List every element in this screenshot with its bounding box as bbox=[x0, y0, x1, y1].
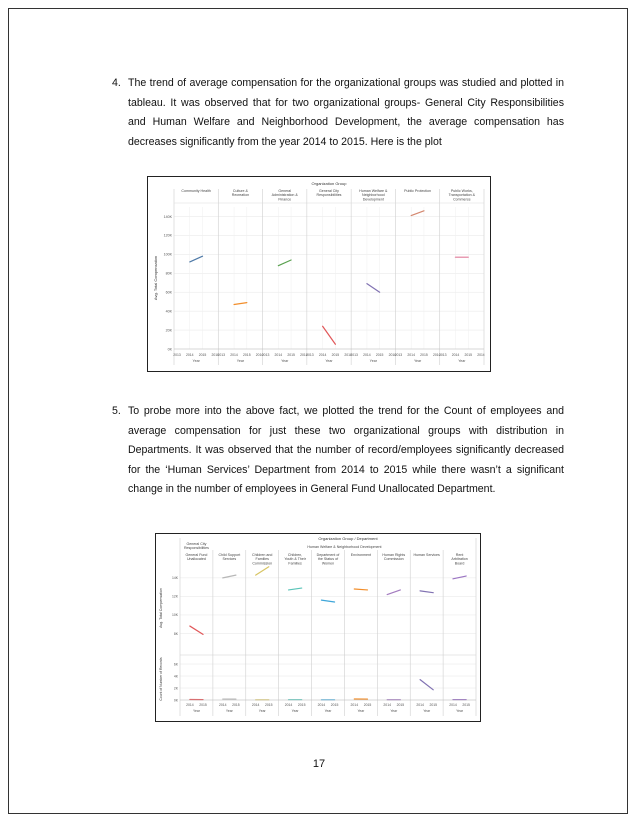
x-tick-label: 2015 bbox=[396, 703, 405, 707]
y-tick-label: 120K bbox=[163, 233, 172, 238]
y-tick-label: 0K bbox=[173, 698, 178, 703]
figure-compensation-by-group bbox=[147, 176, 491, 372]
y-axis-label-top: Avg. Total Compensation bbox=[159, 588, 163, 628]
x-axis-label: Year bbox=[192, 359, 200, 363]
x-tick-label: 2013 bbox=[306, 353, 314, 357]
panel-header: General Fund Unallocated bbox=[185, 553, 208, 562]
x-tick-label: 2013 bbox=[173, 353, 181, 357]
series-line-avg-compensation bbox=[190, 626, 203, 634]
series-line-record-count bbox=[420, 680, 433, 690]
x-tick-label: 2016 bbox=[344, 353, 352, 357]
y-tick-label: 14K bbox=[171, 576, 178, 581]
x-tick-label: 2015 bbox=[199, 703, 207, 707]
y-tick-label: 12K bbox=[171, 594, 178, 599]
x-tick-label: 2013 bbox=[217, 353, 226, 357]
x-tick-label: 2015 bbox=[331, 353, 340, 357]
x-axis-label: Year bbox=[456, 709, 463, 713]
x-axis-label: Year bbox=[225, 709, 233, 713]
series-line bbox=[278, 260, 291, 266]
panel-header: Children and Families Commission bbox=[252, 553, 273, 566]
series-line-avg-compensation bbox=[321, 600, 334, 602]
x-axis-label: Year bbox=[369, 359, 377, 363]
x-axis-label: Year bbox=[258, 709, 266, 713]
panel-header: Community Health bbox=[181, 189, 211, 193]
group-label: Human Welfare & Neighborhood Development bbox=[307, 545, 382, 549]
x-tick-label: 2014 bbox=[284, 703, 293, 707]
x-tick-label: 2014 bbox=[251, 703, 260, 707]
x-tick-label: 2014 bbox=[218, 703, 227, 707]
series-line-avg-compensation bbox=[420, 591, 433, 593]
x-tick-label: 2014 bbox=[350, 703, 359, 707]
paragraph-text: The trend of average compensation for the organizational groups was studied and plotted in tableau. It was observed that for two organizational groups- General City Responsibilities and Human Welfare and Neighborhood Development, the average compensation has decreases significantly from the year 2014 to 2015. Here is the plot bbox=[128, 77, 564, 148]
x-axis-label: Year bbox=[423, 709, 431, 713]
panel-header: Children, Youth & Their Families bbox=[284, 553, 306, 566]
x-tick-label: 2014 bbox=[274, 353, 283, 357]
y-tick-label: 4K bbox=[173, 674, 178, 679]
group-label: General City Responsibilities bbox=[183, 542, 209, 551]
x-tick-label: 2013 bbox=[394, 353, 403, 357]
chart-title: Organization Group / Department bbox=[318, 536, 378, 541]
x-tick-label: 2015 bbox=[420, 353, 428, 357]
x-tick-label: 2016 bbox=[211, 353, 220, 357]
series-line-avg-compensation bbox=[289, 588, 302, 590]
x-tick-label: 2016 bbox=[432, 353, 441, 357]
x-tick-label: 2016 bbox=[255, 353, 264, 357]
x-tick-label: 2014 bbox=[451, 353, 460, 357]
x-tick-label: 2016 bbox=[300, 353, 308, 357]
x-tick-label: 2013 bbox=[350, 353, 358, 357]
x-tick-label: 2016 bbox=[388, 353, 397, 357]
figure-compensation-by-department bbox=[155, 533, 481, 722]
paragraph-5 bbox=[112, 402, 564, 500]
x-tick-label: 2015 bbox=[265, 703, 273, 707]
x-tick-label: 2014 bbox=[416, 703, 424, 707]
y-tick-label: 60K bbox=[165, 290, 172, 295]
list-number: 5. bbox=[112, 405, 121, 417]
series-line-avg-compensation bbox=[387, 590, 400, 595]
page-number: 17 bbox=[312, 758, 326, 770]
x-tick-label: 2014 bbox=[317, 703, 326, 707]
panel-header: General City Responsibilities bbox=[316, 189, 342, 198]
x-axis-label: Year bbox=[325, 359, 333, 363]
paragraph-text: To probe more into the above fact, we plotted the trend for the Count of employees and average compensation for just these two organizational groups with distribution in Departments. It was observed that the number of record/employees significantly decreased for the ‘Human Services’ Department from 2014 to 2015 while there wasn’t a significant change in the number of employees in General Fund Unallocated Department. bbox=[128, 405, 564, 495]
x-axis-label: Year bbox=[281, 359, 289, 363]
x-axis-label: Year bbox=[236, 359, 245, 363]
x-axis-label: Year bbox=[390, 709, 398, 713]
x-axis-label: Year bbox=[357, 709, 365, 713]
series-line bbox=[411, 211, 424, 216]
series-line-avg-compensation bbox=[223, 575, 236, 578]
y-tick-label: 8K bbox=[173, 631, 178, 636]
paragraph-4 bbox=[112, 74, 564, 152]
y-tick-label: 80K bbox=[165, 271, 172, 276]
y-tick-label: 100K bbox=[163, 252, 172, 257]
x-tick-label: 2014 bbox=[318, 353, 327, 357]
series-line bbox=[234, 303, 247, 305]
y-tick-label: 40K bbox=[165, 309, 172, 314]
y-tick-label: 140K bbox=[163, 214, 172, 219]
series-line-avg-compensation bbox=[453, 576, 466, 579]
x-tick-label: 2015 bbox=[297, 703, 306, 707]
x-tick-label: 2014 bbox=[185, 353, 194, 357]
panel-header: Child Support Services bbox=[218, 553, 241, 562]
y-tick-label: 20K bbox=[165, 328, 172, 333]
panel-header: Culture & Recreation bbox=[231, 189, 250, 198]
y-tick-label: 0K bbox=[167, 347, 172, 352]
series-line bbox=[190, 256, 203, 262]
list-number: 4. bbox=[112, 77, 121, 89]
x-tick-label: 2013 bbox=[438, 353, 447, 357]
x-tick-label: 2015 bbox=[243, 353, 251, 357]
panel-header: Public Protection bbox=[404, 189, 432, 193]
panel-header: Human Rights Commission bbox=[382, 553, 406, 562]
chart-svg bbox=[148, 177, 490, 371]
panel-header: Human Welfare & Neighborhood Development bbox=[359, 189, 388, 202]
chart-title: Organization Group bbox=[311, 181, 347, 186]
x-tick-label: 2015 bbox=[363, 703, 372, 707]
x-tick-label: 2015 bbox=[287, 353, 295, 357]
series-line-avg-compensation bbox=[354, 589, 367, 590]
x-tick-label: 2015 bbox=[462, 703, 470, 707]
panel-header: Department of the Status of Women bbox=[316, 553, 340, 566]
panel-header: Public Works, Transportation & Commerce bbox=[448, 189, 476, 202]
x-tick-label: 2015 bbox=[429, 703, 438, 707]
x-tick-label: 2015 bbox=[232, 703, 240, 707]
y-tick-label: 2K bbox=[173, 686, 178, 691]
x-tick-label: 2014 bbox=[363, 353, 371, 357]
x-tick-label: 2014 bbox=[449, 703, 457, 707]
x-tick-label: 2015 bbox=[375, 353, 384, 357]
panel-header: Rent Arbitration Board bbox=[451, 553, 468, 566]
y-axis-label-bottom: Count of Number of Records bbox=[159, 657, 163, 701]
x-axis-label: Year bbox=[193, 709, 200, 713]
x-axis-label: Year bbox=[413, 359, 422, 363]
x-axis-label: Year bbox=[458, 359, 466, 363]
x-axis-label: Year bbox=[324, 709, 332, 713]
panel-header: Environment bbox=[350, 553, 371, 557]
x-tick-label: 2014 bbox=[186, 703, 194, 707]
chart-svg bbox=[156, 534, 480, 721]
series-line-avg-compensation bbox=[256, 567, 269, 575]
x-tick-label: 2013 bbox=[261, 353, 270, 357]
y-axis-label: Avg. Total Compensation bbox=[153, 255, 158, 301]
panel-header: Human Services bbox=[413, 553, 440, 557]
panel-header: General Administration & Finance bbox=[271, 189, 298, 202]
x-tick-label: 2014 bbox=[230, 353, 238, 357]
x-axis-label: Year bbox=[291, 709, 299, 713]
x-tick-label: 2016 bbox=[477, 353, 485, 357]
series-line bbox=[367, 284, 380, 293]
x-tick-label: 2015 bbox=[464, 353, 473, 357]
x-tick-label: 2014 bbox=[383, 703, 391, 707]
x-tick-label: 2014 bbox=[407, 353, 415, 357]
x-tick-label: 2015 bbox=[330, 703, 339, 707]
series-line bbox=[323, 326, 336, 344]
x-tick-label: 2015 bbox=[198, 353, 207, 357]
y-tick-label: 10K bbox=[171, 613, 178, 618]
y-tick-label: 6K bbox=[173, 662, 178, 667]
